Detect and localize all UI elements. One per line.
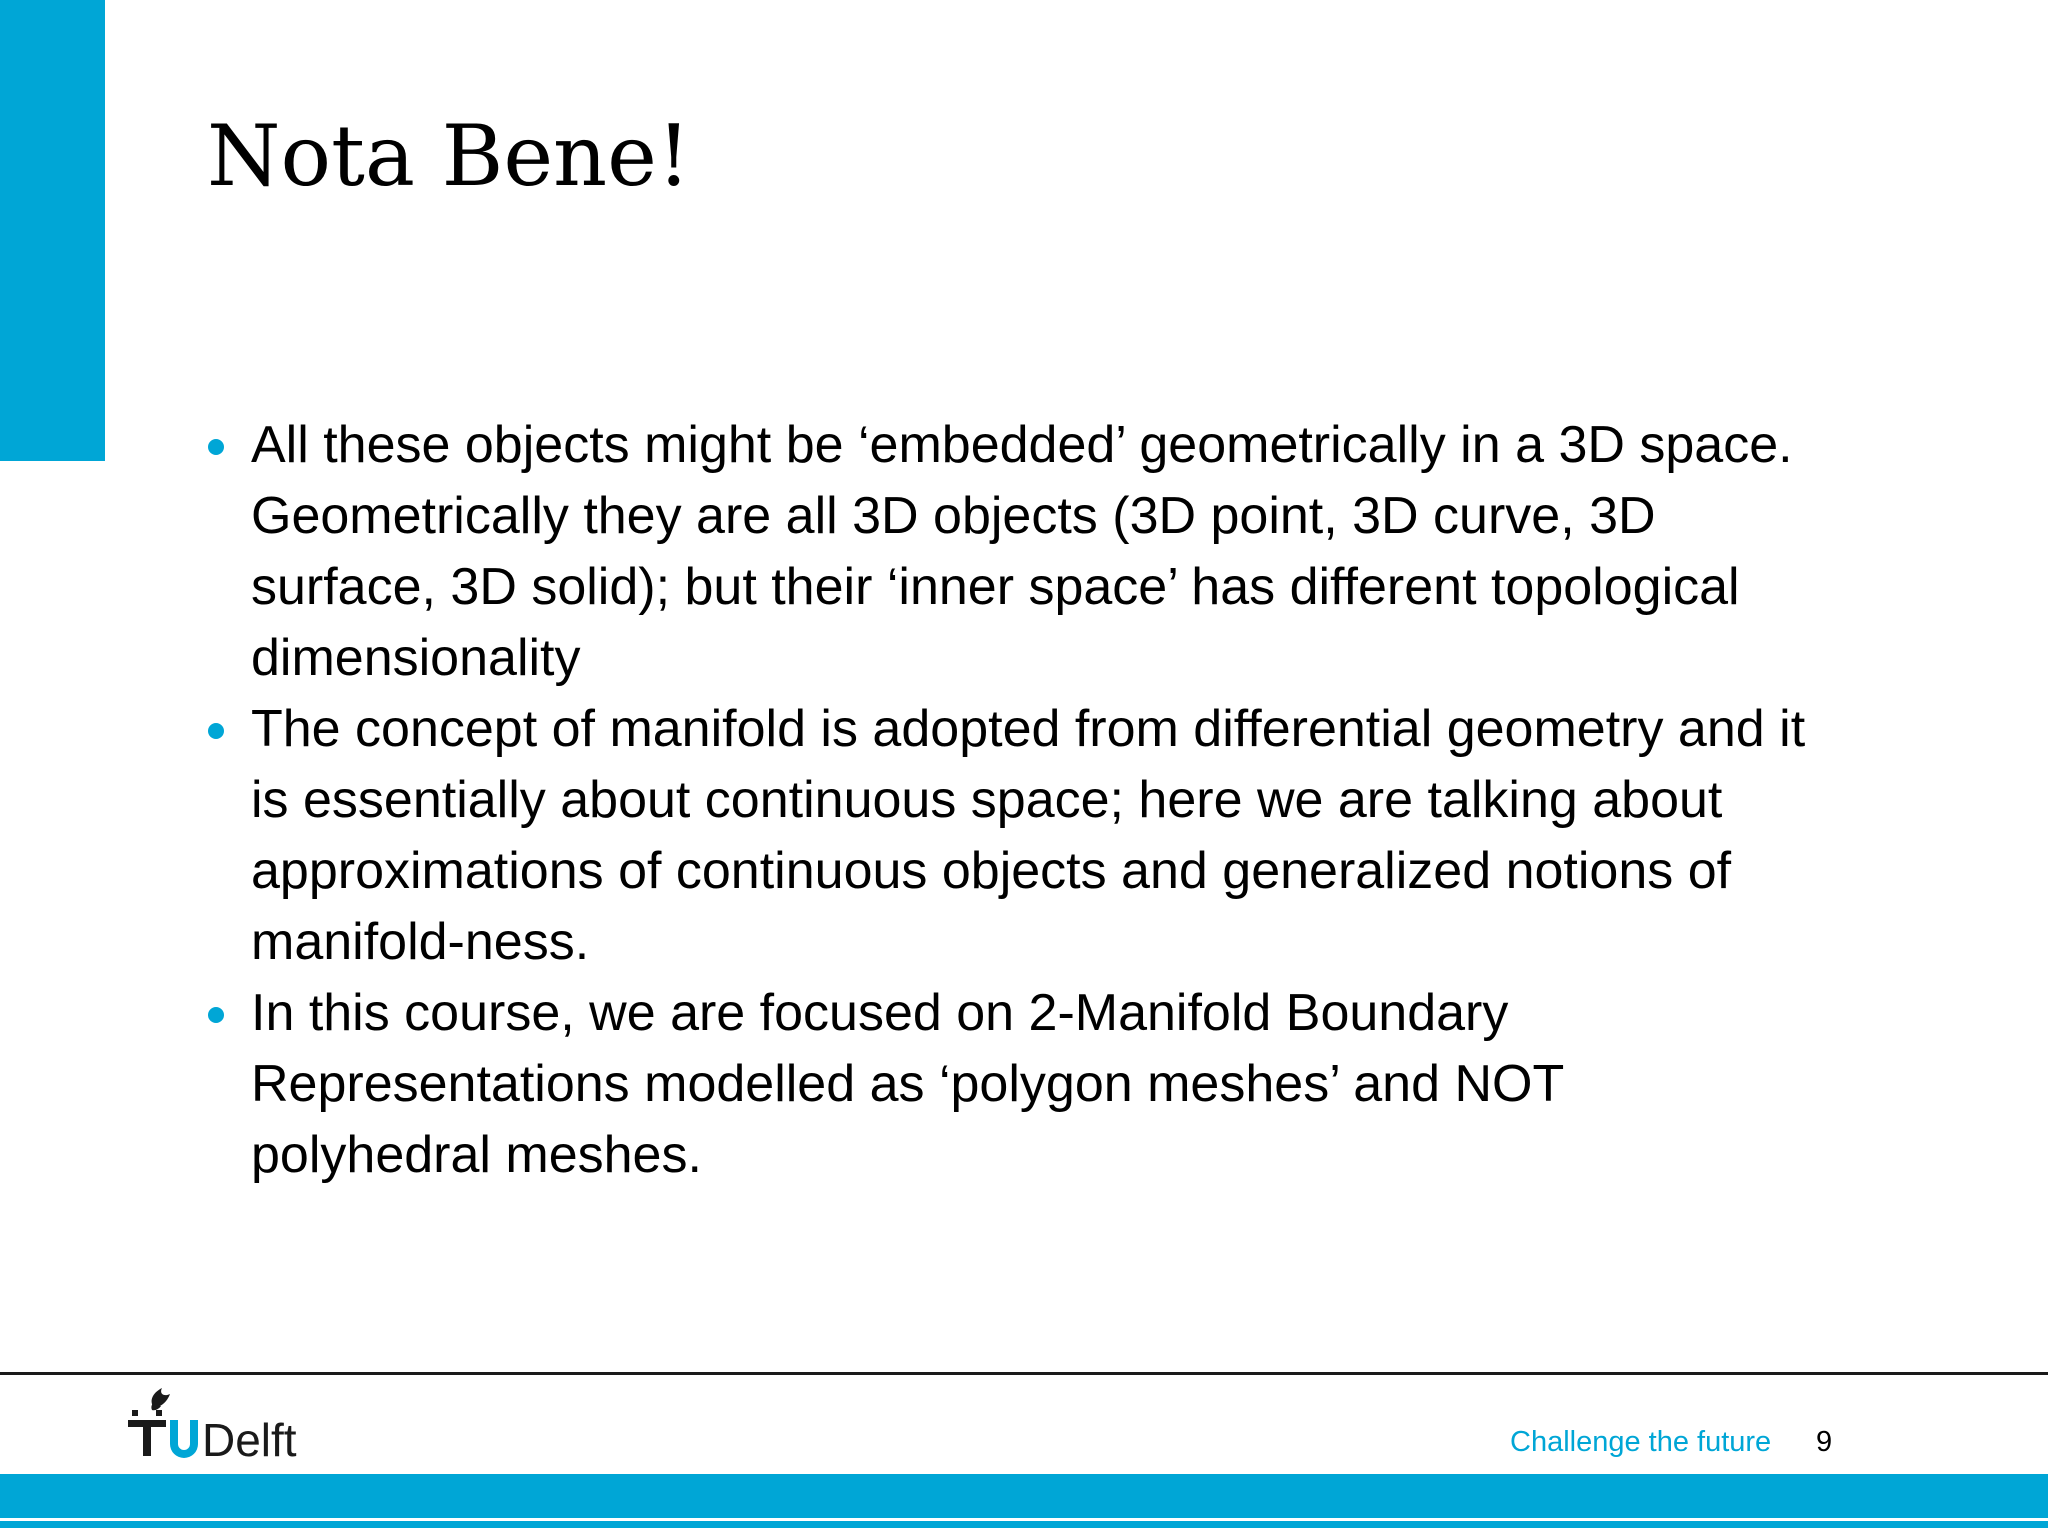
bullet-text: The concept of manifold is adopted from differential geometry and it is essentially about continuous space; here we are talking about approximations of continuous objects and generalized notions of manifold-ness.: [251, 700, 1806, 971]
page-number: 9: [1816, 1426, 1833, 1458]
left-accent-bar: [0, 0, 105, 461]
bottom-accent-line: [0, 1521, 2048, 1528]
bullet-list: [251, 410, 1811, 1191]
slide-title: Nota Bene!: [207, 107, 691, 205]
footer-divider: [0, 1372, 2048, 1375]
bottom-accent-band: [0, 1474, 2048, 1518]
bullet-text: All these objects might be ‘embedded’ geometrically in a 3D space. Geometrically they are all 3D objects (3D point, 3D curve, 3D surface, 3D solid); but their ‘inner space’ has different topological dimensionality: [251, 416, 1793, 687]
bullet-dot-icon: [208, 1007, 224, 1023]
tagline: Challenge the future: [1510, 1426, 1772, 1458]
bullet-dot-icon: [208, 723, 224, 739]
tudelft-logo: [126, 1380, 336, 1462]
svg-text:Delft: Delft: [202, 1414, 297, 1462]
bullet-item: [251, 410, 1811, 694]
bullet-text: In this course, we are focused on 2-Manifold Boundary Representations modelled as ‘polygon meshes’ and NOT polyhedral meshes.: [251, 984, 1564, 1184]
bullet-item: [251, 694, 1811, 978]
bullet-item: [251, 978, 1811, 1191]
bullet-dot-icon: [208, 439, 224, 455]
